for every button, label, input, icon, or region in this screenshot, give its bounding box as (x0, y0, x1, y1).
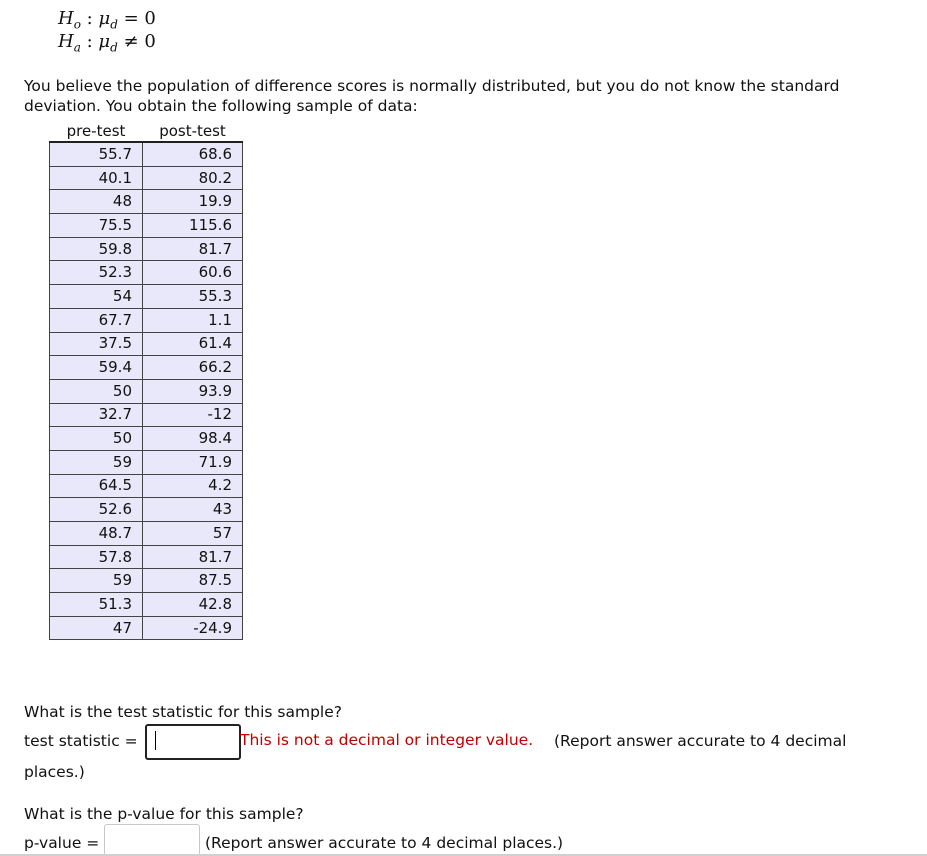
table-row (50, 569, 243, 593)
table-row (50, 403, 243, 427)
post-test-cell: 4.2 (143, 474, 243, 498)
test-statistic-input[interactable] (145, 724, 241, 760)
table-row (50, 474, 243, 498)
table-row (50, 593, 243, 617)
p-value-note: (Report answer accurate to 4 decimal places.) (205, 834, 564, 852)
table-row (50, 356, 243, 380)
null-hypothesis: $H_o$ : $\mu_d = 0$ (58, 8, 156, 32)
pre-test-cell: 50 (50, 379, 143, 403)
pre-test-cell: 57.8 (50, 545, 143, 569)
alternative-hypothesis: $H_a$ : $\mu_d \ne 0$ (58, 31, 156, 55)
text-caret (155, 731, 156, 750)
table-row (50, 498, 243, 522)
post-test-cell: 98.4 (143, 427, 243, 451)
pre-test-cell: 48.7 (50, 522, 143, 546)
pre-test-cell: 48 (50, 190, 143, 214)
pre-test-cell: 64.5 (50, 474, 143, 498)
pre-test-cell: 55.7 (50, 142, 143, 166)
pre-test-cell: 67.7 (50, 308, 143, 332)
pre-test-cell: 59 (50, 450, 143, 474)
post-test-cell: 68.6 (143, 142, 243, 166)
post-test-cell: 71.9 (143, 450, 243, 474)
post-test-cell: 1.1 (143, 308, 243, 332)
post-test-cell: 87.5 (143, 569, 243, 593)
validation-error: This is not a decimal or integer value. (240, 731, 534, 749)
post-test-cell: 57 (143, 522, 243, 546)
post-test-cell: 81.7 (143, 237, 243, 261)
test-statistic-label: test statistic = (24, 732, 138, 750)
pre-test-cell: 51.3 (50, 593, 143, 617)
pre-test-cell: 37.5 (50, 332, 143, 356)
header-post-test: post-test (143, 119, 243, 142)
p-value-question: What is the p-value for this sample? (24, 805, 304, 823)
table-row (50, 237, 243, 261)
pre-test-cell: 59.4 (50, 356, 143, 380)
pre-test-cell: 52.6 (50, 498, 143, 522)
intro-text: You believe the population of difference scores is normally distributed, but you do not know the standard deviation. You obtain the following sample of data: (24, 77, 840, 115)
post-test-cell: 66.2 (143, 356, 243, 380)
p-value-label: p-value = (24, 834, 100, 852)
table-row (50, 142, 243, 166)
pre-test-cell: 75.5 (50, 214, 143, 238)
post-test-cell: 93.9 (143, 379, 243, 403)
post-test-cell: 19.9 (143, 190, 243, 214)
test-statistic-note-cont: places.) (24, 763, 85, 781)
post-test-cell: 55.3 (143, 285, 243, 309)
table-row (50, 379, 243, 403)
pre-test-cell: 54 (50, 285, 143, 309)
table-row (50, 166, 243, 190)
post-test-cell: 81.7 (143, 545, 243, 569)
post-test-cell: -12 (143, 403, 243, 427)
p-value-input[interactable] (104, 824, 200, 856)
table-row (50, 545, 243, 569)
pre-test-cell: 40.1 (50, 166, 143, 190)
pre-test-cell: 47 (50, 616, 143, 640)
test-statistic-question: What is the test statistic for this sample? (24, 703, 342, 721)
table-row (50, 616, 243, 640)
post-test-cell: 42.8 (143, 593, 243, 617)
pre-test-cell: 52.3 (50, 261, 143, 285)
post-test-cell: 80.2 (143, 166, 243, 190)
post-test-cell: 60.6 (143, 261, 243, 285)
table-row (50, 285, 243, 309)
table-row (50, 427, 243, 451)
table-row (50, 332, 243, 356)
table-row (50, 308, 243, 332)
test-statistic-note: (Report answer accurate to 4 decimal (554, 732, 847, 750)
pre-test-cell: 59 (50, 569, 143, 593)
pre-test-cell: 50 (50, 427, 143, 451)
table-row (50, 522, 243, 546)
table-row (50, 261, 243, 285)
post-test-cell: 115.6 (143, 214, 243, 238)
data-table (49, 119, 243, 640)
post-test-cell: -24.9 (143, 616, 243, 640)
table-row (50, 190, 243, 214)
table-row (50, 214, 243, 238)
pre-test-cell: 59.8 (50, 237, 143, 261)
post-test-cell: 43 (143, 498, 243, 522)
table-row (50, 450, 243, 474)
post-test-cell: 61.4 (143, 332, 243, 356)
pre-test-cell: 32.7 (50, 403, 143, 427)
header-pre-test: pre-test (50, 119, 143, 142)
